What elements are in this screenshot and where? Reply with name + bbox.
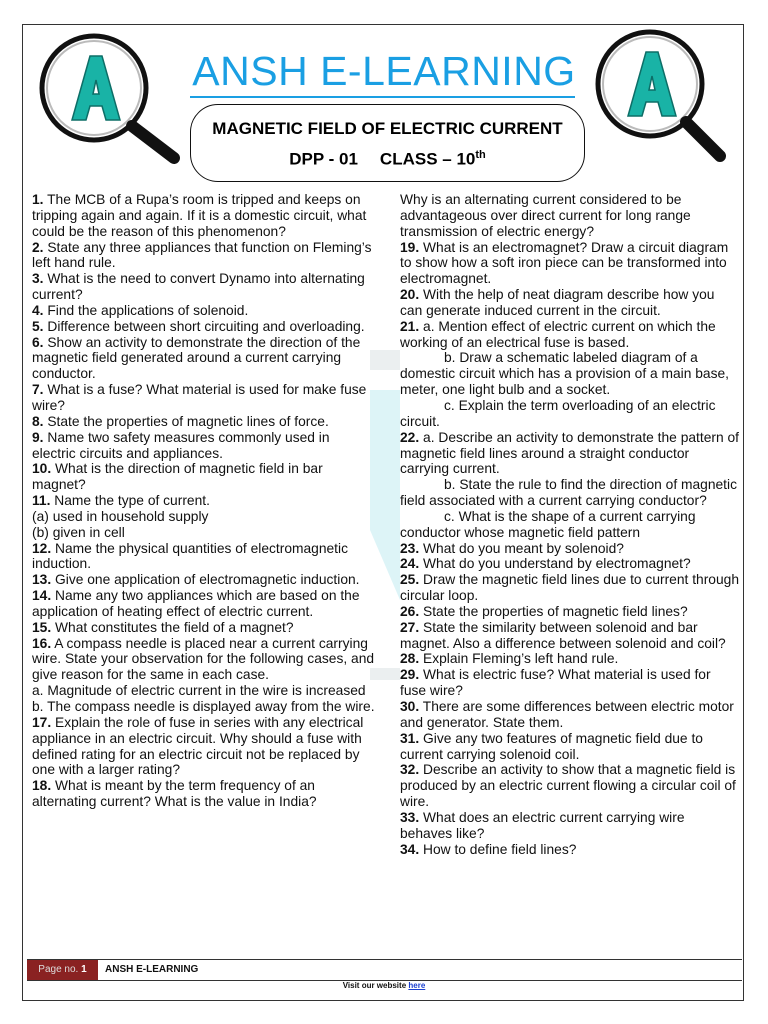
question-item (32, 620, 377, 636)
question-number: 18. (32, 778, 52, 794)
question-item (400, 541, 740, 557)
question-item (32, 335, 377, 383)
question-text: What do you understand by electromagnet? (419, 556, 691, 572)
question-text: With the help of neat diagram describe how you can generate induced current in the circuit. (400, 287, 715, 318)
question-text: Name the physical quantities of electromagnetic induction. (32, 540, 348, 572)
question-item (400, 762, 740, 810)
question-number: 27. (400, 619, 420, 635)
question-item (32, 541, 377, 573)
question-text: Show an activity to demonstrate the direction of the magnetic field generated around a current carrying conductor. (32, 334, 361, 382)
question-text: Explain the role of fuse in series with any electrical appliance in an electric circuit. Why should a fuse with defined rating for an electric circuit not be replaced by one with a larger rating? (32, 714, 364, 778)
question-text: c. What is the shape of a current carrying conductor whose magnetic field pattern (400, 508, 696, 540)
question-item (400, 430, 740, 478)
page-title: ANSH E-LEARNING (192, 48, 576, 94)
question-item (400, 810, 740, 842)
question-item (400, 572, 740, 604)
question-text: There are some differences between electric motor and generator. State them. (400, 699, 734, 730)
question-number: 16. (32, 635, 52, 651)
question-text: Name two safety measures commonly used in electric circuits and appliances. (32, 429, 330, 461)
question-text: Describe an activity to show that a magnetic field is produced by an electric current flowing a circular coil of wire. (400, 762, 736, 810)
title-underline (190, 96, 575, 98)
question-text: State the similarity between solenoid and bar magnet. Also a difference between solenoid and coil? (400, 619, 726, 651)
question-text: What is an electromagnet? Draw a circuit diagram to show how a soft iron piece can be transformed into electromagnet. (400, 239, 729, 287)
question-number: 10. (32, 461, 52, 477)
page-footer (27, 960, 742, 981)
question-text: State any three appliances that function on Fleming’s left hand rule. (32, 239, 372, 271)
dpp-label: DPP - 01 (289, 149, 358, 169)
question-number: 9. (32, 429, 44, 445)
question-text: Difference between short circuiting and overloading. (43, 318, 365, 334)
topic-header-box (190, 104, 585, 182)
question-number: 32. (400, 762, 420, 778)
question-text: a. Describe an activity to demonstrate the pattern of magnetic field lines around a straight conductor carrying current. (400, 429, 739, 477)
question-text: Why is an alternating current considered to be advantageous over direct current for long range transmission of electric energy? (400, 192, 691, 239)
question-number: 33. (400, 809, 420, 825)
question-item (400, 842, 740, 858)
question-item (400, 604, 740, 620)
question-item (32, 240, 377, 272)
question-number: 24. (400, 556, 420, 572)
question-subitem (32, 525, 377, 541)
question-subitem (400, 477, 740, 509)
question-item (32, 192, 377, 240)
question-item (400, 287, 740, 319)
question-text: b. The compass needle is displayed away from the wire. (32, 699, 375, 714)
question-item (400, 319, 740, 351)
website-link[interactable]: here (408, 981, 426, 990)
question-text: a. Mention effect of electric current on which the working of an electrical fuse is based. (400, 318, 716, 350)
question-number: 11. (32, 493, 51, 509)
question-subitem (400, 509, 740, 541)
question-number: 19. (400, 239, 420, 255)
question-text: b. Draw a schematic labeled diagram of a domestic circuit which has a provision of a main base, meter, one light bulb and a socket. (400, 350, 729, 398)
question-item (400, 731, 740, 763)
question-text: c. Explain the term overloading of an electric circuit. (400, 397, 716, 429)
dpp-class-line (191, 149, 584, 170)
question-subitem (400, 350, 740, 398)
question-text: What constitutes the field of a magnet? (51, 619, 294, 635)
question-item (32, 271, 377, 303)
footer-brand: ANSH E-LEARNING (105, 964, 199, 975)
question-item (32, 493, 377, 509)
question-text: State the properties of magnetic lines of force. (43, 413, 329, 429)
question-item (400, 651, 740, 667)
question-number: 7. (32, 382, 44, 398)
question-item (32, 588, 377, 620)
question-number: 14. (32, 588, 52, 604)
question-text: What do you meant by solenoid? (419, 540, 624, 556)
questions-left-column (32, 192, 377, 810)
page-number-badge (27, 960, 98, 980)
question-number: 6. (32, 334, 44, 350)
question-text: The MCB of a Rupa’s room is tripped and keeps on tripping again and again. If it is a domestic circuit, what could be the reason of this phenomenon? (32, 192, 367, 239)
question-number: 12. (32, 540, 52, 556)
question-item (400, 620, 740, 652)
question-text: A compass needle is placed near a current carrying wire. State your observation for the following cases, and give reason for the same in each case. (32, 635, 375, 683)
question-text: Give any two features of magnetic field due to current carrying solenoid coil. (400, 730, 703, 762)
visit-text: Visit our website (342, 981, 409, 990)
question-number: 3. (32, 271, 44, 287)
question-text: Draw the magnetic field lines due to current through circular loop. (400, 572, 739, 604)
question-text: Name the type of current. (50, 493, 210, 509)
question-item (32, 319, 377, 335)
question-text: How to define field lines? (419, 841, 577, 857)
question-subitem (32, 699, 377, 715)
question-item (400, 667, 740, 699)
question-text: (a) used in household supply (32, 508, 209, 524)
class-label: CLASS – 10 (379, 149, 476, 169)
question-item (400, 556, 740, 572)
page-number: 1 (81, 964, 87, 975)
questions-right-column (400, 192, 740, 857)
question-number: 34. (400, 841, 420, 857)
question-subitem (32, 509, 377, 525)
question-number: 21. (400, 318, 420, 334)
question-number: 2. (32, 239, 44, 255)
question-number: 25. (400, 572, 420, 588)
question-number: 1. (32, 192, 44, 207)
question-text: What is meant by the term frequency of an alternating current? What is the value in India? (32, 778, 317, 810)
question-item (32, 636, 377, 684)
question-item (32, 461, 377, 493)
question-subitem (400, 398, 740, 430)
question-text: What is electric fuse? What material is used for fuse wire? (400, 667, 711, 699)
question-item (400, 240, 740, 288)
question-text: What is a fuse? What material is used for make fuse wire? (32, 382, 367, 413)
question-item (32, 303, 377, 319)
question-number: 13. (32, 572, 52, 588)
question-number: 5. (32, 318, 44, 334)
question-text: State the properties of magnetic field lines? (419, 603, 688, 619)
question-number: 20. (400, 287, 420, 303)
question-number: 29. (400, 667, 420, 683)
question-number: 17. (32, 714, 52, 730)
class-superscript: th (475, 149, 486, 161)
question-text: b. State the rule to find the direction of magnetic field associated with a current carrying conductor? (400, 477, 737, 509)
question-text: (b) given in cell (32, 524, 125, 540)
question-number: 28. (400, 651, 420, 667)
page-number-label: Page no. (38, 964, 79, 975)
question-number: 23. (400, 540, 420, 556)
question-subitem (32, 683, 377, 699)
question-text: Name any two appliances which are based on the application of heating effect of electric current. (32, 588, 360, 619)
question-number: 26. (400, 603, 420, 619)
question-number: 4. (32, 302, 44, 318)
question-text: What is the need to convert Dynamo into alternating current? (32, 271, 365, 303)
question-number: 15. (32, 619, 52, 635)
question-text: Explain Fleming’s left hand rule. (419, 651, 619, 667)
question-item (32, 382, 377, 414)
question-number: 31. (400, 730, 420, 746)
question-item (32, 572, 377, 588)
question-continuation (400, 192, 740, 240)
visit-website-line (0, 981, 768, 990)
question-item (32, 715, 377, 778)
question-item (32, 430, 377, 462)
question-number: 30. (400, 699, 420, 714)
topic-title: MAGNETIC FIELD OF ELECTRIC CURRENT (212, 119, 563, 138)
question-text: What is the direction of magnetic field in bar magnet? (32, 461, 323, 493)
question-item (400, 699, 740, 731)
question-text: Find the applications of solenoid. (43, 302, 249, 318)
question-item (32, 414, 377, 430)
question-text: Give one application of electromagnetic induction. (51, 572, 360, 588)
question-number: 8. (32, 413, 44, 429)
question-text: a. Magnitude of electric current in the wire is increased (32, 683, 366, 699)
question-item (32, 778, 377, 810)
question-number: 22. (400, 429, 420, 445)
question-text: What does an electric current carrying wire behaves like? (400, 809, 685, 841)
